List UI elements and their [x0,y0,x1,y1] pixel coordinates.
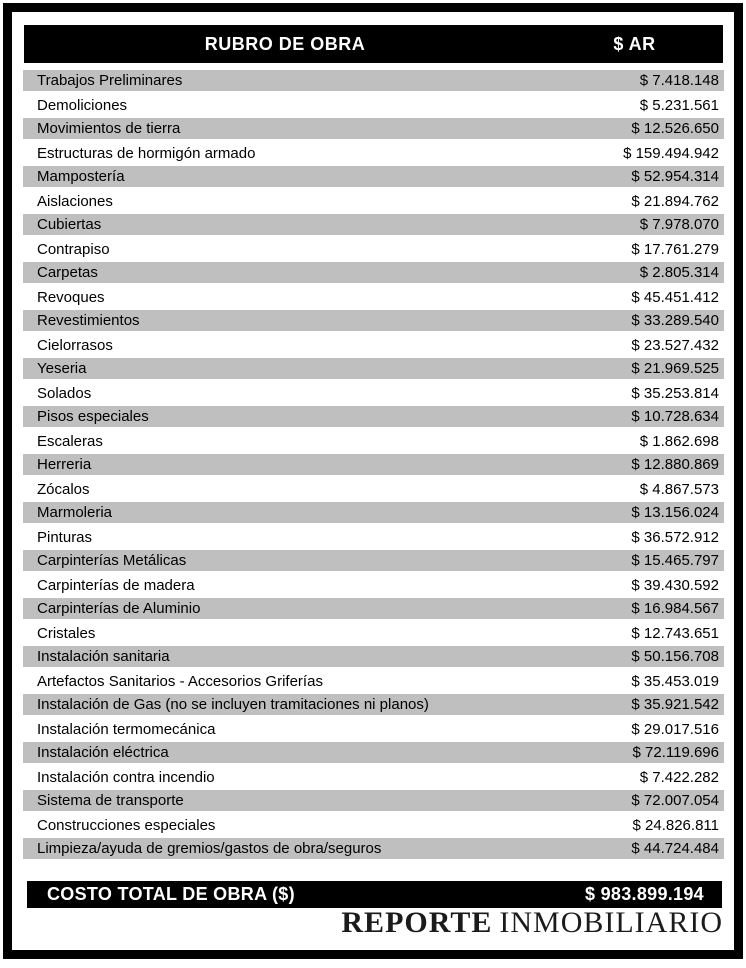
row-value: $ 4.867.573 [639,480,719,498]
row-label: Carpinterías de Aluminio [37,600,201,617]
row-value: $ 50.156.708 [631,648,719,665]
table-row [23,165,724,189]
row-value: $ 7.418.148 [639,72,719,89]
table-row [23,813,724,837]
row-label: Trabajos Preliminares [37,72,183,89]
table-row [23,549,724,573]
row-label: Instalación contra incendio [37,768,215,786]
table-header-bar [24,25,723,63]
table-row [23,261,724,285]
table-row [23,645,724,669]
row-label: Cielorrasos [37,336,113,354]
table-row [23,117,724,141]
row-value: $ 36.572.912 [631,528,719,546]
table-row [23,525,724,549]
row-value: $ 10.728.634 [631,408,719,425]
row-value: $ 72.119.696 [632,744,719,761]
row-label: Instalación sanitaria [37,648,170,665]
row-value: $ 7.978.070 [639,216,719,233]
row-value: $ 35.453.019 [631,672,719,690]
row-label: Herreria [37,456,92,473]
table-row [23,69,724,93]
row-value: $ 13.156.024 [631,504,719,521]
cost-table-body [23,69,724,861]
row-value: $ 29.017.516 [631,720,719,738]
row-label: Pisos especiales [37,408,149,425]
table-row [23,405,724,429]
total-bar [27,881,722,908]
total-value: $ 983.899.194 [584,884,704,904]
total-label: COSTO TOTAL DE OBRA ($) [47,884,295,904]
table-row [23,501,724,525]
row-label: Aislaciones [37,192,113,210]
row-label: Pinturas [37,528,93,546]
table-row [23,717,724,741]
table-row [23,429,724,453]
row-label: Demoliciones [37,96,128,114]
row-label: Construcciones especiales [37,816,216,834]
header-rubro-label: RUBRO DE OBRA [204,33,366,54]
row-value: $ 33.289.540 [631,312,719,329]
row-value: $ 21.894.762 [631,192,719,210]
table-row [23,285,724,309]
table-row [23,597,724,621]
row-label: Yeseria [37,360,87,377]
reporte-inmobiliario-logo [341,906,723,940]
row-label: Cubiertas [37,216,102,233]
row-value: $ 17.761.279 [631,240,719,258]
row-value: $ 23.527.432 [631,336,719,354]
row-label: Limpieza/ayuda de gremios/gastos de obra/seguros [37,840,382,857]
row-label: Marmoleria [37,504,113,521]
table-row [23,357,724,381]
row-value: $ 12.526.650 [631,120,719,137]
brand-word-reporte: REPORTE [341,906,493,939]
row-value: $ 24.826.811 [632,816,719,834]
row-label: Escaleras [37,432,103,450]
row-value: $ 7.422.282 [639,768,719,786]
row-value: $ 12.743.651 [631,624,719,642]
row-value: $ 35.253.814 [631,384,719,402]
row-value: $ 12.880.869 [631,456,719,473]
row-value: $ 44.724.484 [631,840,719,857]
table-row [23,669,724,693]
row-label: Zócalos [37,480,90,498]
row-label: Instalación de Gas (no se incluyen tramitaciones ni planos) [37,696,429,713]
row-value: $ 52.954.314 [631,168,719,185]
row-value: $ 35.921.542 [631,696,719,713]
row-label: Carpinterías de madera [37,576,195,594]
row-label: Revoques [37,288,105,306]
row-label: Carpinterías Metálicas [37,552,187,569]
row-value: $ 15.465.797 [631,552,719,569]
table-row [23,837,724,861]
table-row [23,693,724,717]
row-value: $ 5.231.561 [639,96,719,114]
brand-word-inmobiliario: INMOBILIARIO [499,906,723,939]
header-currency-label: $ AR [613,33,656,54]
table-row [23,765,724,789]
row-label: Movimientos de tierra [37,120,181,137]
row-label: Cristales [37,624,96,642]
row-value: $ 159.494.942 [623,144,719,162]
row-value: $ 1.862.698 [639,432,719,450]
table-row [23,573,724,597]
table-row [23,189,724,213]
row-label: Mampostería [37,168,125,185]
table-row [23,213,724,237]
table-row [23,309,724,333]
table-row [23,141,724,165]
row-label: Revestimientos [37,312,140,329]
row-label: Contrapiso [37,240,110,258]
row-value: $ 16.984.567 [631,600,719,617]
row-label: Solados [37,384,92,402]
row-value: $ 72.007.054 [631,792,719,809]
table-row [23,237,724,261]
row-label: Artefactos Sanitarios - Accesorios Griferías [37,672,323,690]
table-row [23,453,724,477]
table-row [23,741,724,765]
row-value: $ 2.805.314 [639,264,719,281]
row-value: $ 39.430.592 [631,576,719,594]
table-row [23,93,724,117]
row-label: Sistema de transporte [37,792,184,809]
row-label: Carpetas [37,264,98,281]
row-value: $ 21.969.525 [631,360,719,377]
row-value: $ 45.451.412 [631,288,719,306]
row-label: Instalación termomecánica [37,720,216,738]
table-row [23,477,724,501]
table-row [23,333,724,357]
row-label: Instalación eléctrica [37,744,169,761]
table-row [23,789,724,813]
table-row [23,621,724,645]
row-label: Estructuras de hormigón armado [37,144,256,162]
table-row [23,381,724,405]
